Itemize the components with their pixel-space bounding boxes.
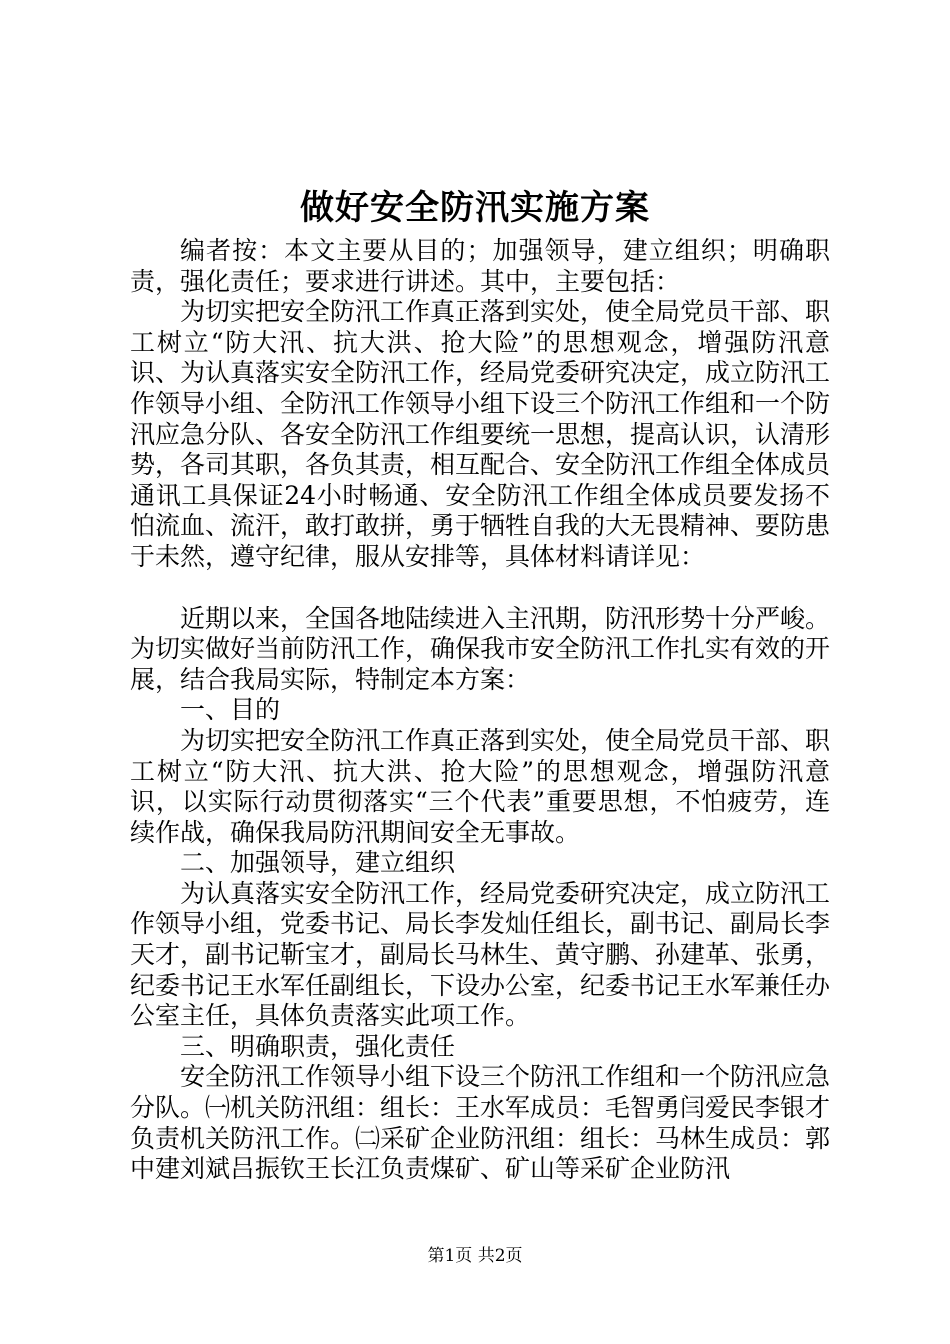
section-heading-purpose: 一、目的 <box>180 695 281 725</box>
section-heading-leadership: 二、加强领导，建立组织 <box>180 848 456 878</box>
leadership-paragraph: 为认真落实安全防汛工作，经局党委研究决定，成立防汛工作领导小组，党委书记、局长李发灿任组长，副书记、副局长李天才，副书记靳宝才，副局长马林生、黄守鹏、孙建革、张勇，纪委书记王水军任副组长，下设办公室，纪委书记王水军兼任办公室主任，具体负责落实此项工作。 <box>130 878 831 1031</box>
purpose-paragraph: 为切实把安全防汛工作真正落到实处，使全局党员干部、职工树立“防大汛、抗大洪、抢大险”的思想观念，增强防汛意识，以实际行动贯彻落实“三个代表”重要思想，不怕疲劳，连续作战，确保我局防汛期间安全无事故。 <box>130 725 831 847</box>
editor-note-paragraph: 编者按：本文主要从目的；加强领导，建立组织；明确职责，强化责任；要求进行讲述。其中，主要包括： <box>130 236 830 296</box>
duties-paragraph: 安全防汛工作领导小组下设三个防汛工作组和一个防汛应急分队。㈠机关防汛组：组长：王水军成员：毛智勇闫爱民李银才负责机关防汛工作。㈡采矿企业防汛组：组长：马林生成员：郭中建刘斌吕振钦王长江负责煤矿、矿山等采矿企业防汛 <box>130 1062 831 1184</box>
intro-paragraph: 近期以来，全国各地陆续进入主汛期，防汛形势十分严峻。为切实做好当前防汛工作，确保我市安全防汛工作扎实有效的开展，结合我局实际，特制定本方案： <box>130 603 831 694</box>
summary-paragraph: 为切实把安全防汛工作真正落到实处，使全局党员干部、职工树立“防大汛、抗大洪、抢大险”的思想观念，增强防汛意识、为认真落实安全防汛工作，经局党委研究决定，成立防汛工作领导小组、全防汛工作领导小组下设三个防汛工作组和一个防汛应急分队、各安全防汛工作组要统一思想，提高认识，认清形势，各司其职，各负其责，相互配合、安全防汛工作组全体成员通讯工具保证24小时畅通、安全防汛工作组全体成员要发扬不怕流血、流汗，敢打敢拼，勇于牺牲自我的大无畏精神、要防患于未然，遵守纪律，服从安排等，具体材料请详见： <box>130 297 831 571</box>
section-heading-duties: 三、明确职责，强化责任 <box>180 1031 456 1061</box>
document-title: 做好安全防汛实施方案 <box>300 188 650 228</box>
document-body <box>130 236 830 1185</box>
page-footer: 第1页 共2页 <box>427 1246 523 1266</box>
paragraph-spacer <box>130 573 830 604</box>
